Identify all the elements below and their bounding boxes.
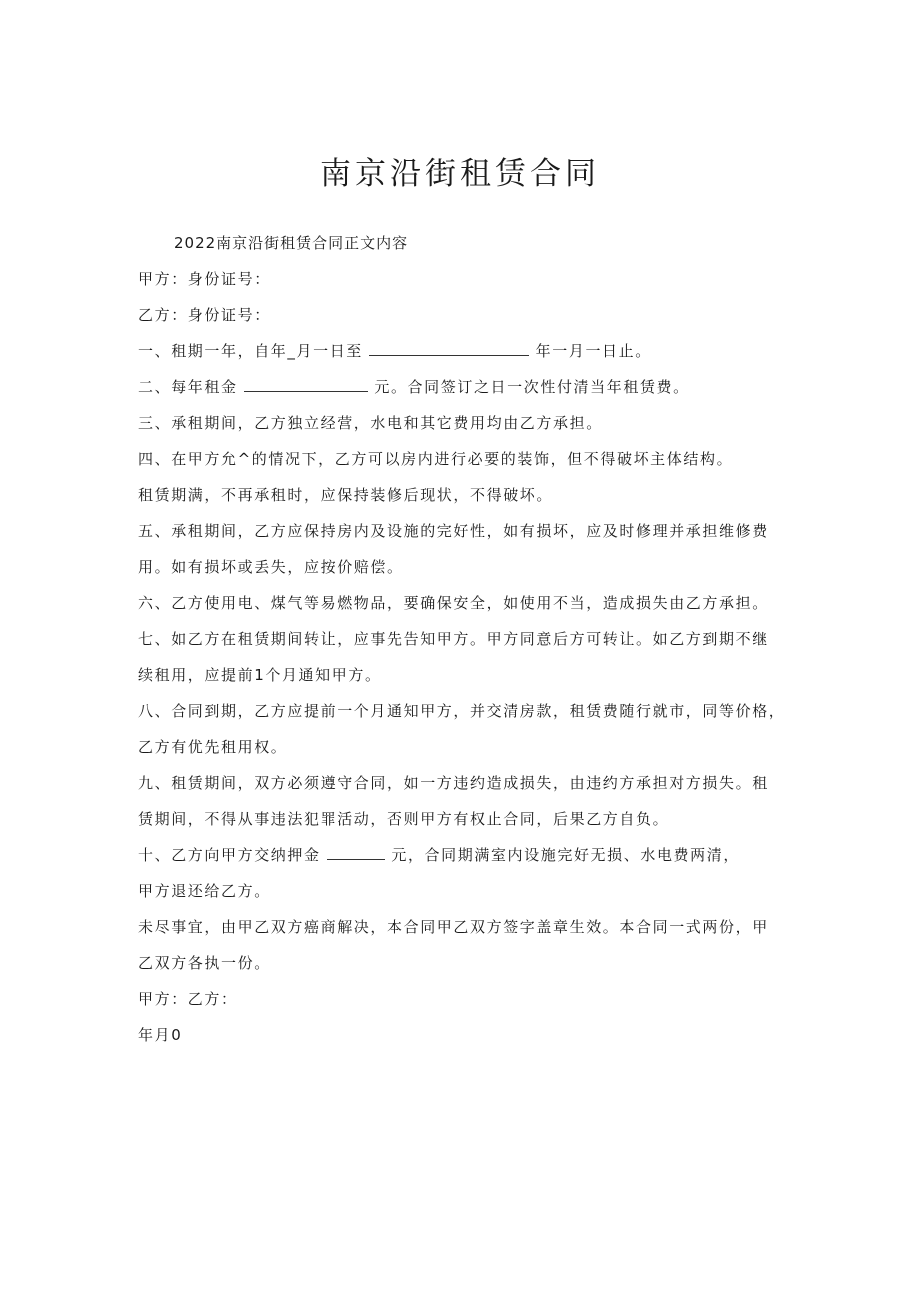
clause-2 xyxy=(138,377,690,397)
clause-10-text-b: 元，合同期满室内设施完好无损、水电费两清， xyxy=(391,846,740,864)
clause-2-text-b: 元。合同签订之日一次性付清当年租赁费。 xyxy=(374,378,690,396)
clause-1-blank xyxy=(369,341,529,356)
clause-5: 五、承租期间，乙方应保持房内及设施的完好性，如有损坏，应及时修理并承担维修费 xyxy=(138,522,769,540)
clause-2-text-a: 二、每年租金 xyxy=(138,378,238,396)
signature-line: 甲方：乙方： xyxy=(138,990,238,1008)
clause-8: 八、合同到期，乙方应提前一个月通知甲方，并交清房款，租赁费随行就市，同等价格， xyxy=(138,702,786,720)
party-a-id: 甲方：身份证号： xyxy=(138,270,271,288)
clause-9: 九、租赁期间，双方必须遵守合同，如一方违约造成损失，由违约方承担对方损失。租 xyxy=(138,774,769,792)
clause-1 xyxy=(138,341,652,361)
document-title: 南京沿街租赁合同 xyxy=(320,156,600,192)
closing-cont: 乙双方各执一份。 xyxy=(138,954,271,972)
clause-5-cont: 用。如有损坏或丢失，应按价赔偿。 xyxy=(138,558,404,576)
clause-6: 六、乙方使用电、煤气等易燃物品，要确保安全，如使用不当，造成损失由乙方承担。 xyxy=(138,594,769,612)
clause-10-text-a: 十、乙方向甲方交纳押金 xyxy=(138,846,321,864)
clause-1-text-a: 一、租期一年，自年_月一日至 xyxy=(138,342,363,360)
clause-4-cont: 租赁期满，不再承租时，应保持装修后现状，不得破坏。 xyxy=(138,486,554,504)
clause-7-cont: 续租用，应提前1个月通知甲方。 xyxy=(138,666,382,684)
clause-3: 三、承租期间，乙方独立经营，水电和其它费用均由乙方承担。 xyxy=(138,414,603,432)
date-line: 年月0 xyxy=(138,1026,183,1044)
subtitle: 2022南京沿街租赁合同正文内容 xyxy=(174,234,409,252)
clause-4: 四、在甲方允^的情况下，乙方可以房内进行必要的装饰，但不得破坏主体结构。 xyxy=(138,450,734,468)
clause-2-blank xyxy=(244,377,368,392)
clause-1-text-b: 年一月一日止。 xyxy=(535,342,652,360)
clause-9-cont: 赁期间，不得从事违法犯罪活动，否则甲方有权止合同，后果乙方自负。 xyxy=(138,810,670,828)
clause-10 xyxy=(138,845,740,865)
closing: 未尽事宜，由甲乙双方癌商解决，本合同甲乙双方签字盖章生效。本合同一式两份，甲 xyxy=(138,918,769,936)
party-b-id: 乙方：身份证号： xyxy=(138,306,271,324)
clause-8-cont: 乙方有优先租用权。 xyxy=(138,738,288,756)
clause-10-blank xyxy=(327,845,385,860)
clause-7: 七、如乙方在租赁期间转让，应事先告知甲方。甲方同意后方可转让。如乙方到期不继 xyxy=(138,630,769,648)
clause-10-cont: 甲方退还给乙方。 xyxy=(138,882,271,900)
